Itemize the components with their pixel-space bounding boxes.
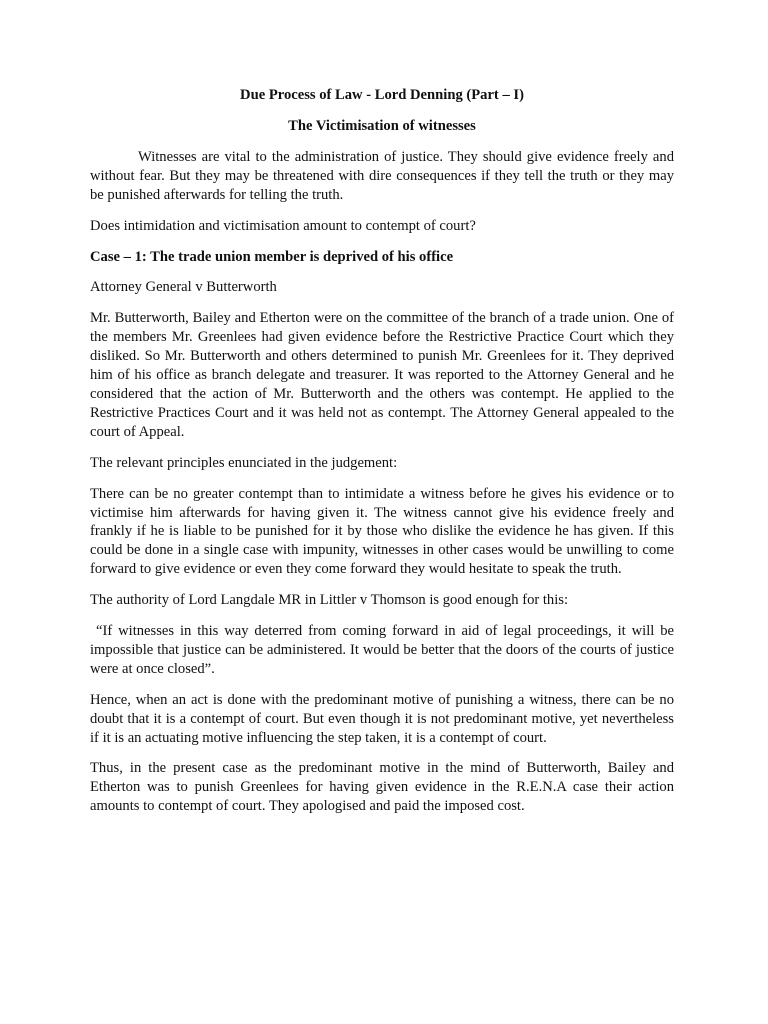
- document-title: Due Process of Law - Lord Denning (Part – I): [240, 87, 524, 103]
- case-heading: Case – 1: The trade union member is deprived of his office: [90, 248, 454, 265]
- paragraph-quote: “If witnesses in this way deterred from coming forward in aid of legal proceedings, it will be impossible that justice can be administered. It would be better that the doors of the courts of justice were at once closed”.: [90, 623, 674, 677]
- paragraph-intro: Witnesses are vital to the administration of justice. They should give evidence freely and without fear. But they may be threatened with dire consequences if they tell the truth or they may be punished afterwards for telling the truth.: [90, 148, 674, 203]
- paragraph-principles: There can be no greater contempt than to intimidate a witness before he gives his evidence or to victimise him afterwards for having given it. The witness cannot give his evidence freely and frankly if he is liable to be punished for it by those who dislike the evidence he has given. If this could be done in a single case with impunity, witnesses in other cases would be unwilling to come forward to give evidence or even they come forward they would hesitate to speak the truth.: [90, 485, 674, 578]
- paragraph-authority: The authority of Lord Langdale MR in Littler v Thomson is good enough for this:: [90, 592, 569, 609]
- paragraph-conclusion: Thus, in the present case as the predominant motive in the mind of Butterworth, Bailey and Etherton was to punish Greenlees for having given evidence in the R.E.N.A case their action amounts to contempt of court. They apologised and paid the imposed cost.: [90, 760, 674, 815]
- document-page: [90, 86, 674, 828]
- paragraph-facts: Mr. Butterworth, Bailey and Etherton were on the committee of the branch of a trade union. One of the members Mr. Greenlees had given evidence before the Restrictive Practice Court which they disliked. So Mr. Butterworth and others determined to punish Mr. Greenlees for it. They deprived him of his office as branch delegate and treasurer. It was reported to the Attorney General and he considered that the action of Mr. Butterworth and the others was contempt. He applied to the Restrictive Practices Court and it was held not as contempt. The Attorney General appealed to the court of Appeal.: [90, 310, 674, 440]
- paragraph-motive: Hence, when an act is done with the predominant motive of punishing a witness, there can be no doubt that it is a contempt of court. But even though it is not predominant motive, yet nevertheless if it is an actuating motive influencing the step taken, it is a contempt of court.: [90, 691, 674, 746]
- case-name: Attorney General v Butterworth: [90, 279, 277, 296]
- paragraph-principles-intro: The relevant principles enunciated in the judgement:: [90, 454, 398, 471]
- document-subtitle: The Victimisation of witnesses: [288, 118, 476, 134]
- paragraph-question: Does intimidation and victimisation amount to contempt of court?: [90, 217, 476, 234]
